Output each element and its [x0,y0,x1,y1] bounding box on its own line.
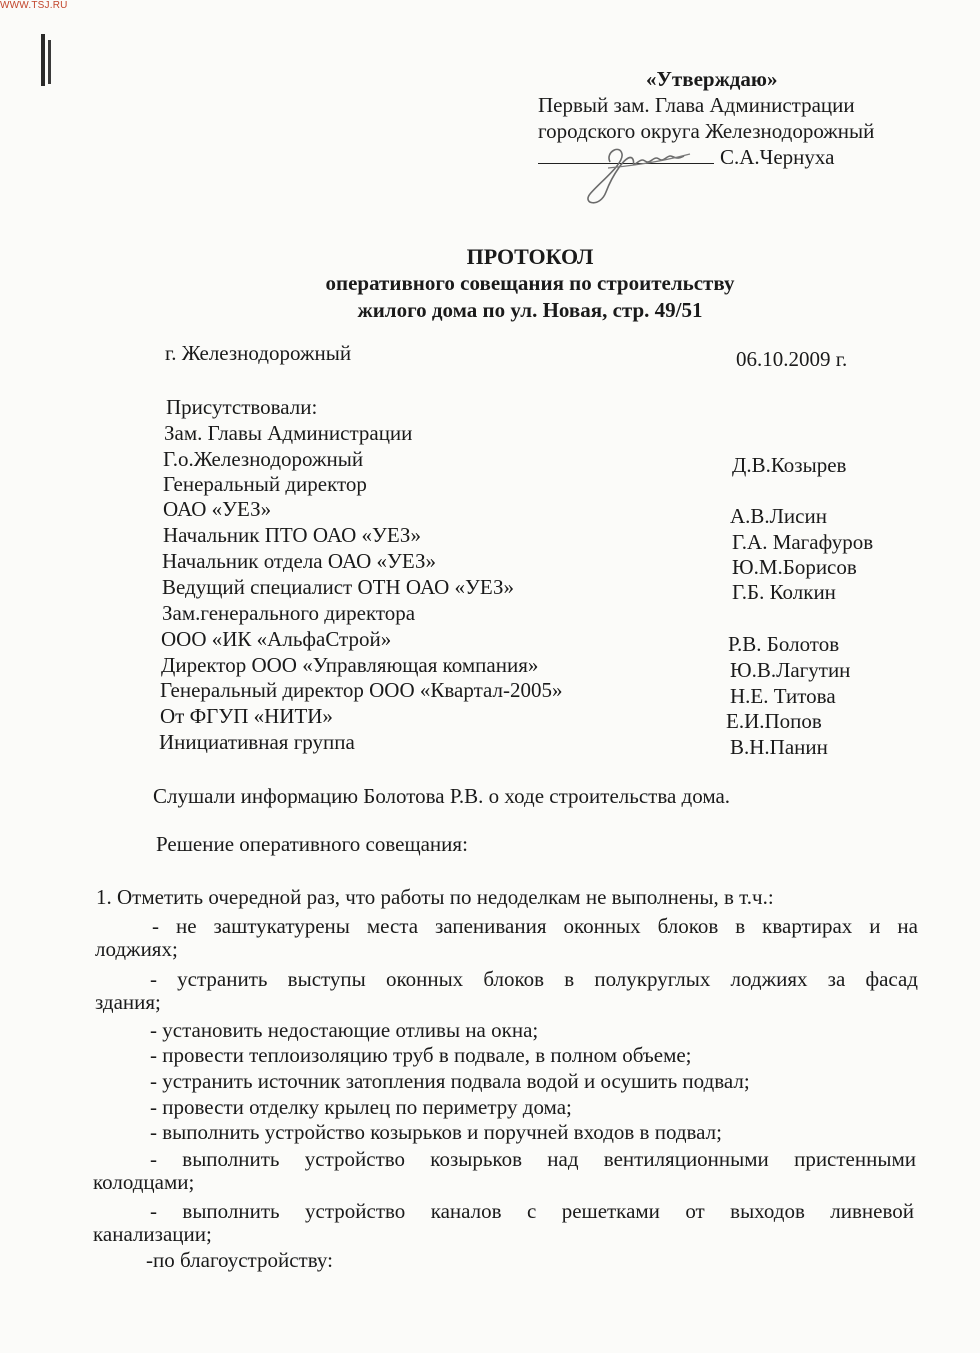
attendee-label: Инициативная группа [159,730,355,754]
item-1-line: - устранить выступы оконных блоков в полукруглых лоджиях за фасад [150,967,918,991]
attendee-label: Зам.генерального директора [162,601,416,625]
title-subtitle-1: оперативного совещания по строительству [325,271,735,295]
item-1-line: - не заштукатурены места запенивания оконных блоков в квартирах и на [152,914,918,938]
attendee-name: Ю.В.Лагутин [730,658,851,682]
item-1-line: - выполнить устройство козырьков над вентиляционными пристенными [150,1147,916,1171]
attendee-label: Г.о.Железнодорожный [163,447,364,471]
title-subtitle-2: жилого дома по ул. Новая, стр. 49/51 [357,298,703,322]
approval-position: Первый зам. Глава Администрации [538,93,855,117]
attendee-name: Е.И.Попов [726,709,822,733]
attendees-heading: Присутствовали: [166,395,318,419]
item-1-line: -по благоустройству: [146,1248,333,1272]
approval-stamp: «Утверждаю» [646,67,778,91]
item-1-line: - устранить источник затопления подвала водой и осушить подвал; [150,1069,750,1093]
heard-paragraph: Слушали информацию Болотова Р.В. о ходе строительства дома. [153,784,731,808]
item-1-line: - провести теплоизоляцию труб в подвале, в полном объеме; [150,1043,692,1067]
item-1-line: - установить недостающие отливы на окна; [150,1018,539,1042]
meeting-date: 06.10.2009 г. [736,347,848,371]
attendee-label: Генеральный директор [163,472,367,496]
approval-signer: С.А.Чернуха [720,145,835,169]
approval-organization: городского округа Железнодорожный [538,119,875,143]
attendee-label: Директор ООО «Управляющая компания» [161,653,539,677]
meeting-place: г. Железнодорожный [165,341,352,365]
attendee-name: А.В.Лисин [730,504,827,528]
handwritten-signature [560,132,710,212]
attendee-label: Генеральный директор ООО «Квартал-2005» [160,678,563,702]
item-1-line: колодцами; [93,1170,195,1194]
item-1-line: - провести отделку крылец по периметру дома; [150,1095,572,1119]
attendee-label: Начальник ПТО ОАО «УЕЗ» [163,523,421,547]
decision-heading: Решение оперативного совещания: [156,832,468,856]
item-1-line: здания; [95,990,161,1014]
item-1-line: лоджиях; [95,937,178,961]
attendee-name: Д.В.Козырев [732,453,847,477]
attendee-label: От ФГУП «НИТИ» [160,704,333,728]
item-1-line: - выполнить устройство каналов с решетками от выходов ливневой [150,1199,914,1223]
watermark: WWW.TSJ.RU [0,0,68,11]
attendee-name: Ю.М.Борисов [732,555,857,579]
attendee-label: Зам. Главы Администрации [164,421,413,445]
attendee-label: ОАО «УЕЗ» [163,497,272,521]
item-1-intro: 1. Отметить очередной раз, что работы по недоделкам не выполнены, в т.ч.: [96,885,774,909]
attendee-name: Н.Е. Титова [730,684,836,708]
document-title [0,243,980,324]
attendee-label: ООО «ИК «АльфаСтрой» [161,627,392,651]
attendee-name: Г.А. Магафуров [732,530,874,554]
margin-mark [40,34,54,86]
attendee-name: В.Н.Панин [730,735,828,759]
attendee-name: Р.В. Болотов [728,632,840,656]
attendee-label: Ведущий специалист ОТН ОАО «УЕЗ» [162,575,514,599]
item-1-line: - выполнить устройство козырьков и поручней входов в подвал; [150,1120,722,1144]
attendee-name: Г.Б. Колкин [732,580,836,604]
item-1-line: канализации; [93,1222,212,1246]
title-main: ПРОТОКОЛ [466,244,594,269]
attendee-label: Начальник отдела ОАО «УЕЗ» [162,549,437,573]
